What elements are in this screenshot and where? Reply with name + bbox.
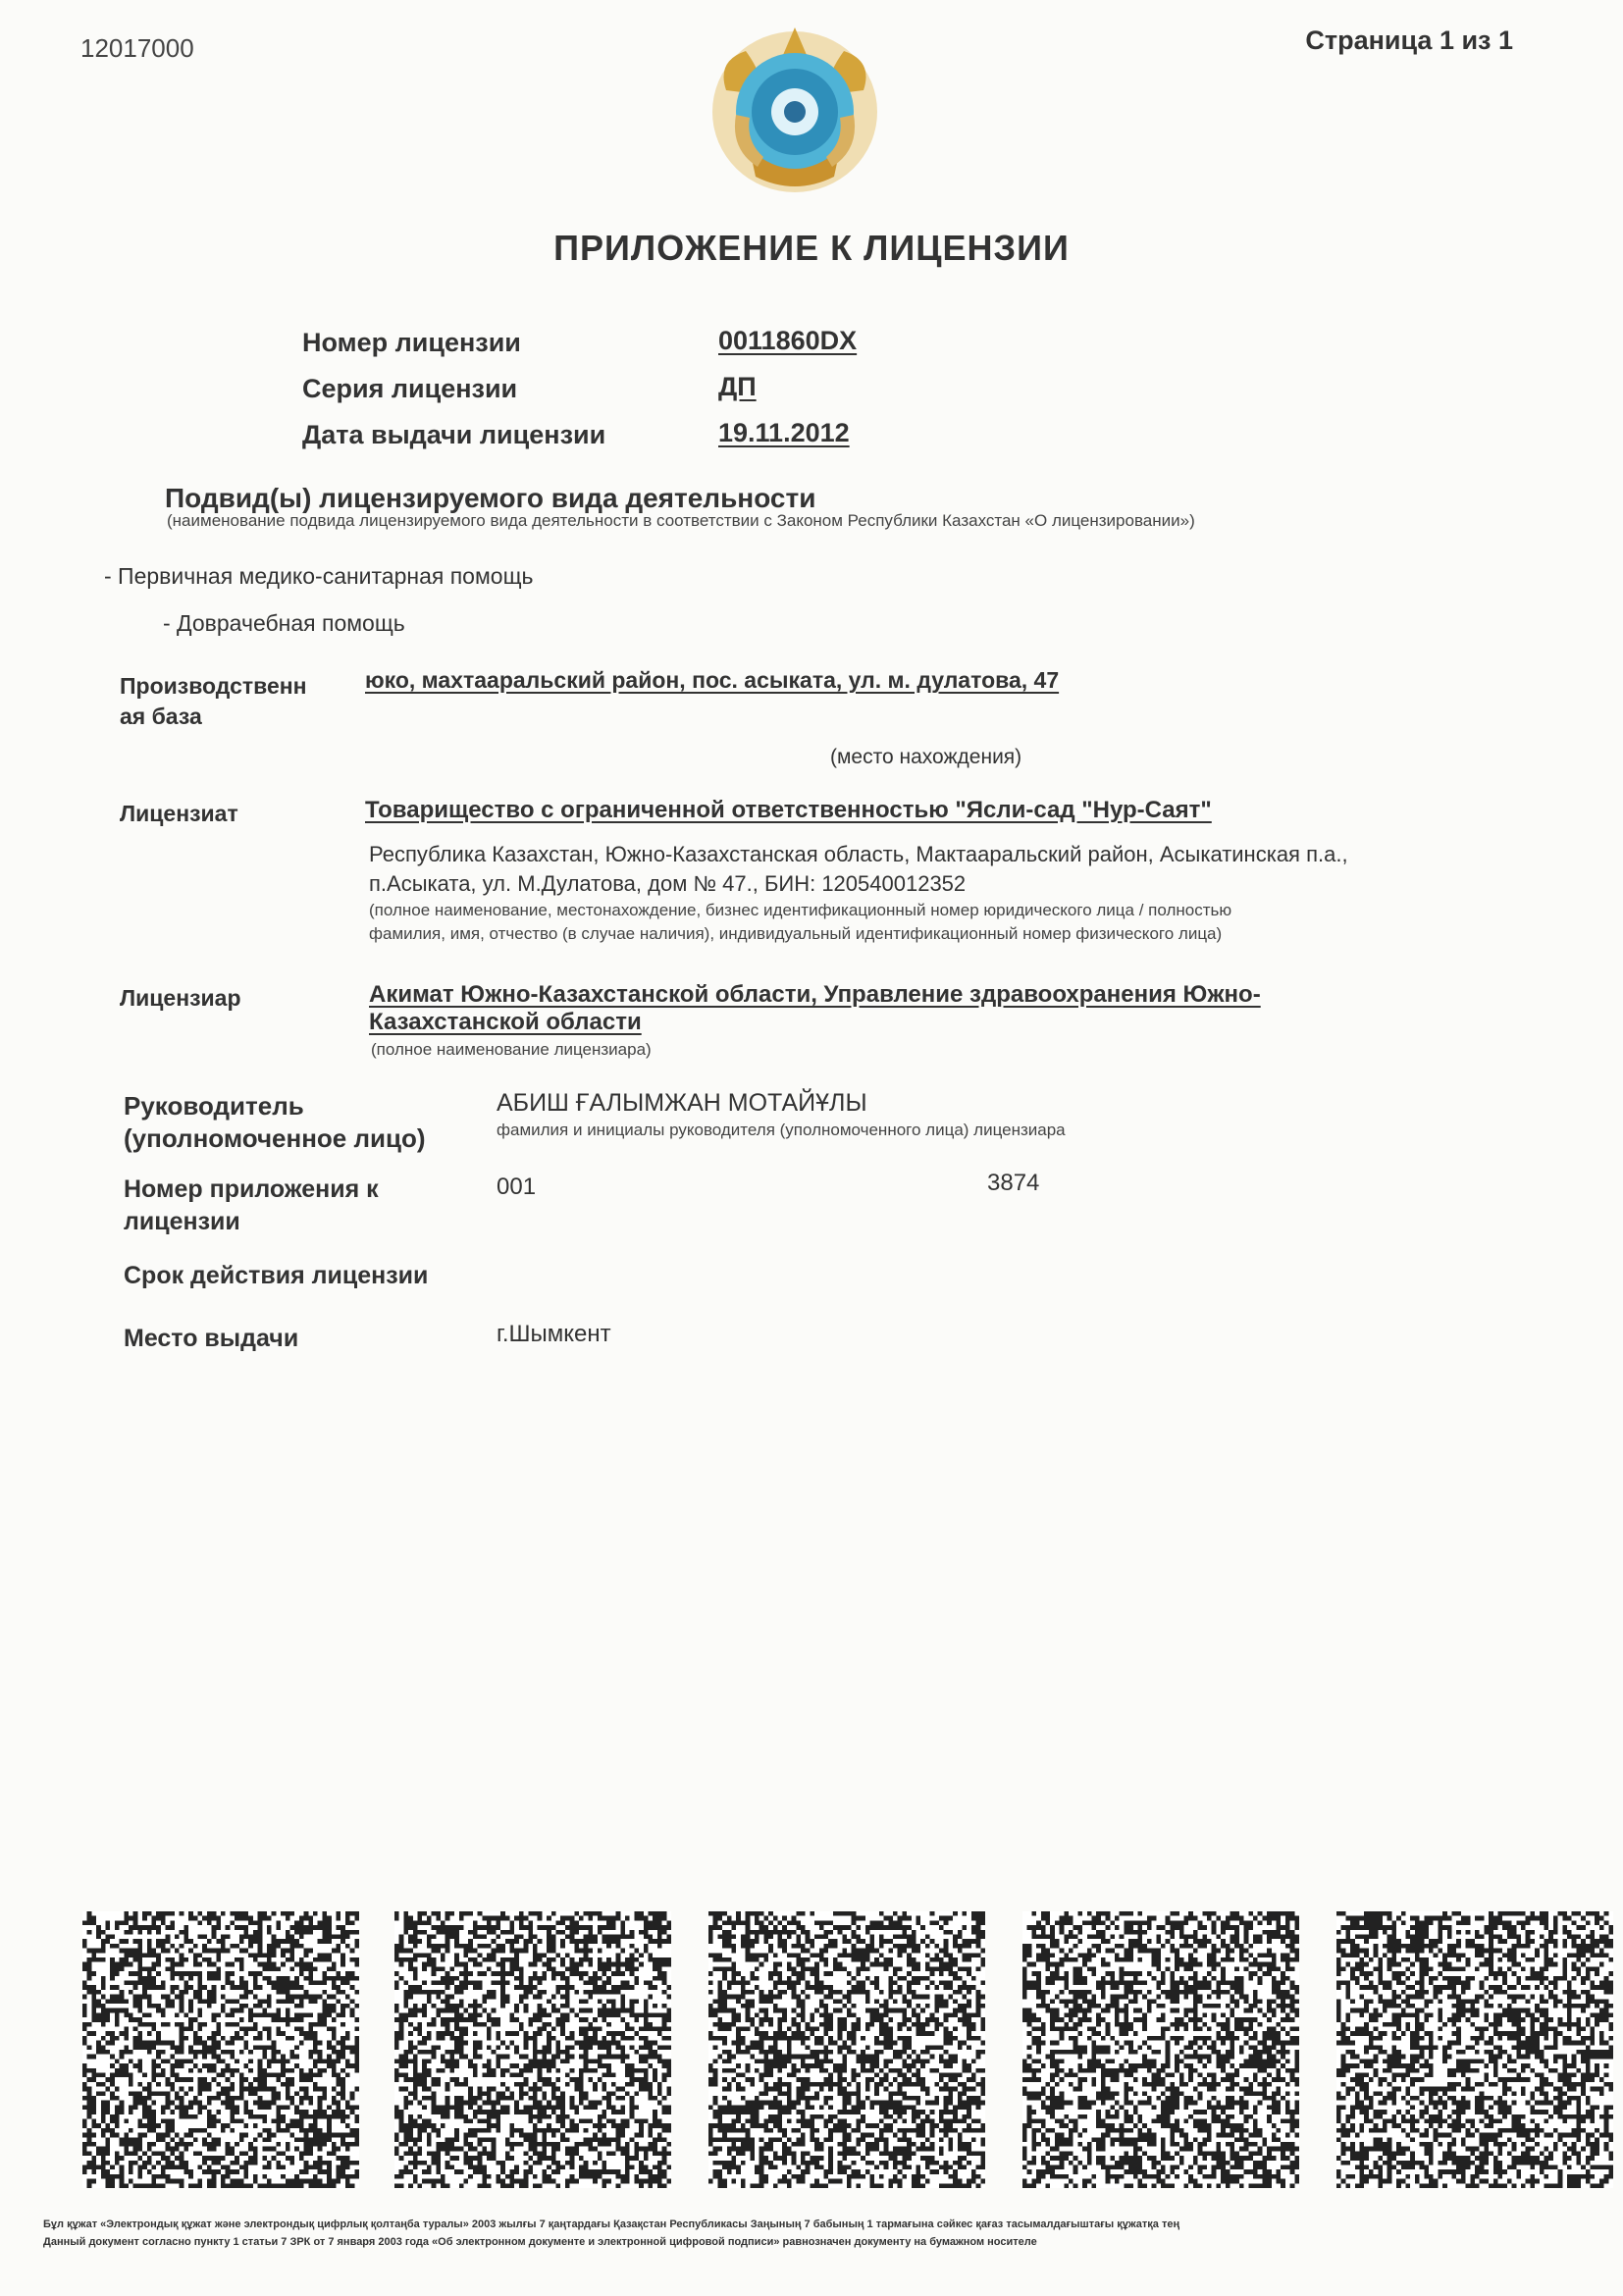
production-base-label: Производственн ая база — [120, 673, 307, 729]
qr-code — [82, 1911, 359, 2188]
qr-code — [394, 1911, 671, 2188]
document-number: 12017000 — [80, 33, 194, 63]
appendix-label: Номер приложения к лицензии — [124, 1175, 379, 1235]
subtype-note: (наименование подвида лицензируемого вида деятельности в соответствии с Законом Республики Казахстан «О лицензировании») — [167, 511, 1195, 530]
place-value: г.Шымкент — [497, 1321, 611, 1347]
licensee-address-line1: Республика Казахстан, Южно-Казахстанская область, Мактааральский район, Асыкатинская п.а., — [369, 842, 1348, 866]
state-emblem-icon — [707, 22, 883, 196]
license-date-value: 19.11.2012 — [718, 418, 850, 447]
subtype-item-prehospital: - Доврачебная помощь — [163, 610, 405, 636]
document-title: ПРИЛОЖЕНИЕ К ЛИЦЕНЗИИ — [553, 228, 1070, 268]
head-name: АБИШ ҒАЛЫМЖАН МОТАЙҰЛЫ — [497, 1089, 867, 1117]
license-series-value: ДП — [718, 372, 757, 401]
licensee-note-line1: (полное наименование, местонахождение, бизнес идентификационный номер юридического лица / полностью — [369, 901, 1232, 919]
production-base-value: юко, махтааральский район, пос. асыката, ул. м. дулатова, 47 — [365, 667, 1060, 693]
licensee-label: Лицензиат — [120, 801, 238, 826]
footer-legal-note: Бұл құжат «Электрондық құжат және электрондық цифрлық қолтаңба туралы» 2003 жылғы 7 қаңтардағы Қазақстан Республикасы Заңының 7 бабының 1 тармағына сәйкес қағаз тасымалдағыштағы құжатқа тең Данный документ согласно пункту 1 статьи 7 ЗРК от 7 января 2003 года «Об электронном документе и электронной цифровой подписи» равнозначен документу на бумажном носителе — [43, 2218, 1180, 2248]
place-label: Место выдачи — [124, 1325, 299, 1352]
head-note: фамилия и инициалы руководителя (уполномоченного лица) лицензиара — [497, 1121, 1066, 1139]
licensor-line1: Акимат Южно-Казахстанской области, Управление здравоохранения Южно- — [369, 981, 1261, 1008]
validity-label: Срок действия лицензии — [124, 1262, 429, 1289]
license-number-value: 0011860DX — [718, 326, 858, 355]
qr-code — [1336, 1911, 1613, 2188]
head-label: Руководитель (уполномоченное лицо) — [124, 1091, 426, 1153]
licensee-address-line2: п.Асыката, ул. М.Дулатова, дом № 47., БИН: 120540012352 — [369, 871, 967, 896]
licensor-label: Лицензиар — [120, 985, 241, 1011]
licensee-note-line2: фамилия, имя, отчество (в случае наличия), индивидуальный идентификационный номер физического лица) — [369, 924, 1223, 943]
licensor-line2: Казахстанской области — [369, 1009, 642, 1035]
qr-code — [708, 1911, 985, 2188]
page-info: Страница 1 из 1 — [1305, 26, 1513, 55]
license-date-label: Дата выдачи лицензии — [302, 420, 606, 449]
subtype-heading: Подвид(ы) лицензируемого вида деятельности — [165, 483, 816, 513]
appendix-number: 001 — [497, 1174, 537, 1200]
qr-code — [1022, 1911, 1299, 2188]
licensor-note: (полное наименование лицензиара) — [371, 1040, 652, 1059]
licensee-name: Товарищество с ограниченной ответственностью "Ясли-сад "Нур-Саят" — [365, 797, 1212, 823]
production-base-note: (место нахождения) — [830, 746, 1022, 768]
appendix-code: 3874 — [987, 1170, 1040, 1196]
license-number-label: Номер лицензии — [302, 328, 521, 357]
subtype-item-primary-care: - Первичная медико-санитарная помощь — [104, 563, 534, 589]
license-series-label: Серия лицензии — [302, 374, 518, 403]
